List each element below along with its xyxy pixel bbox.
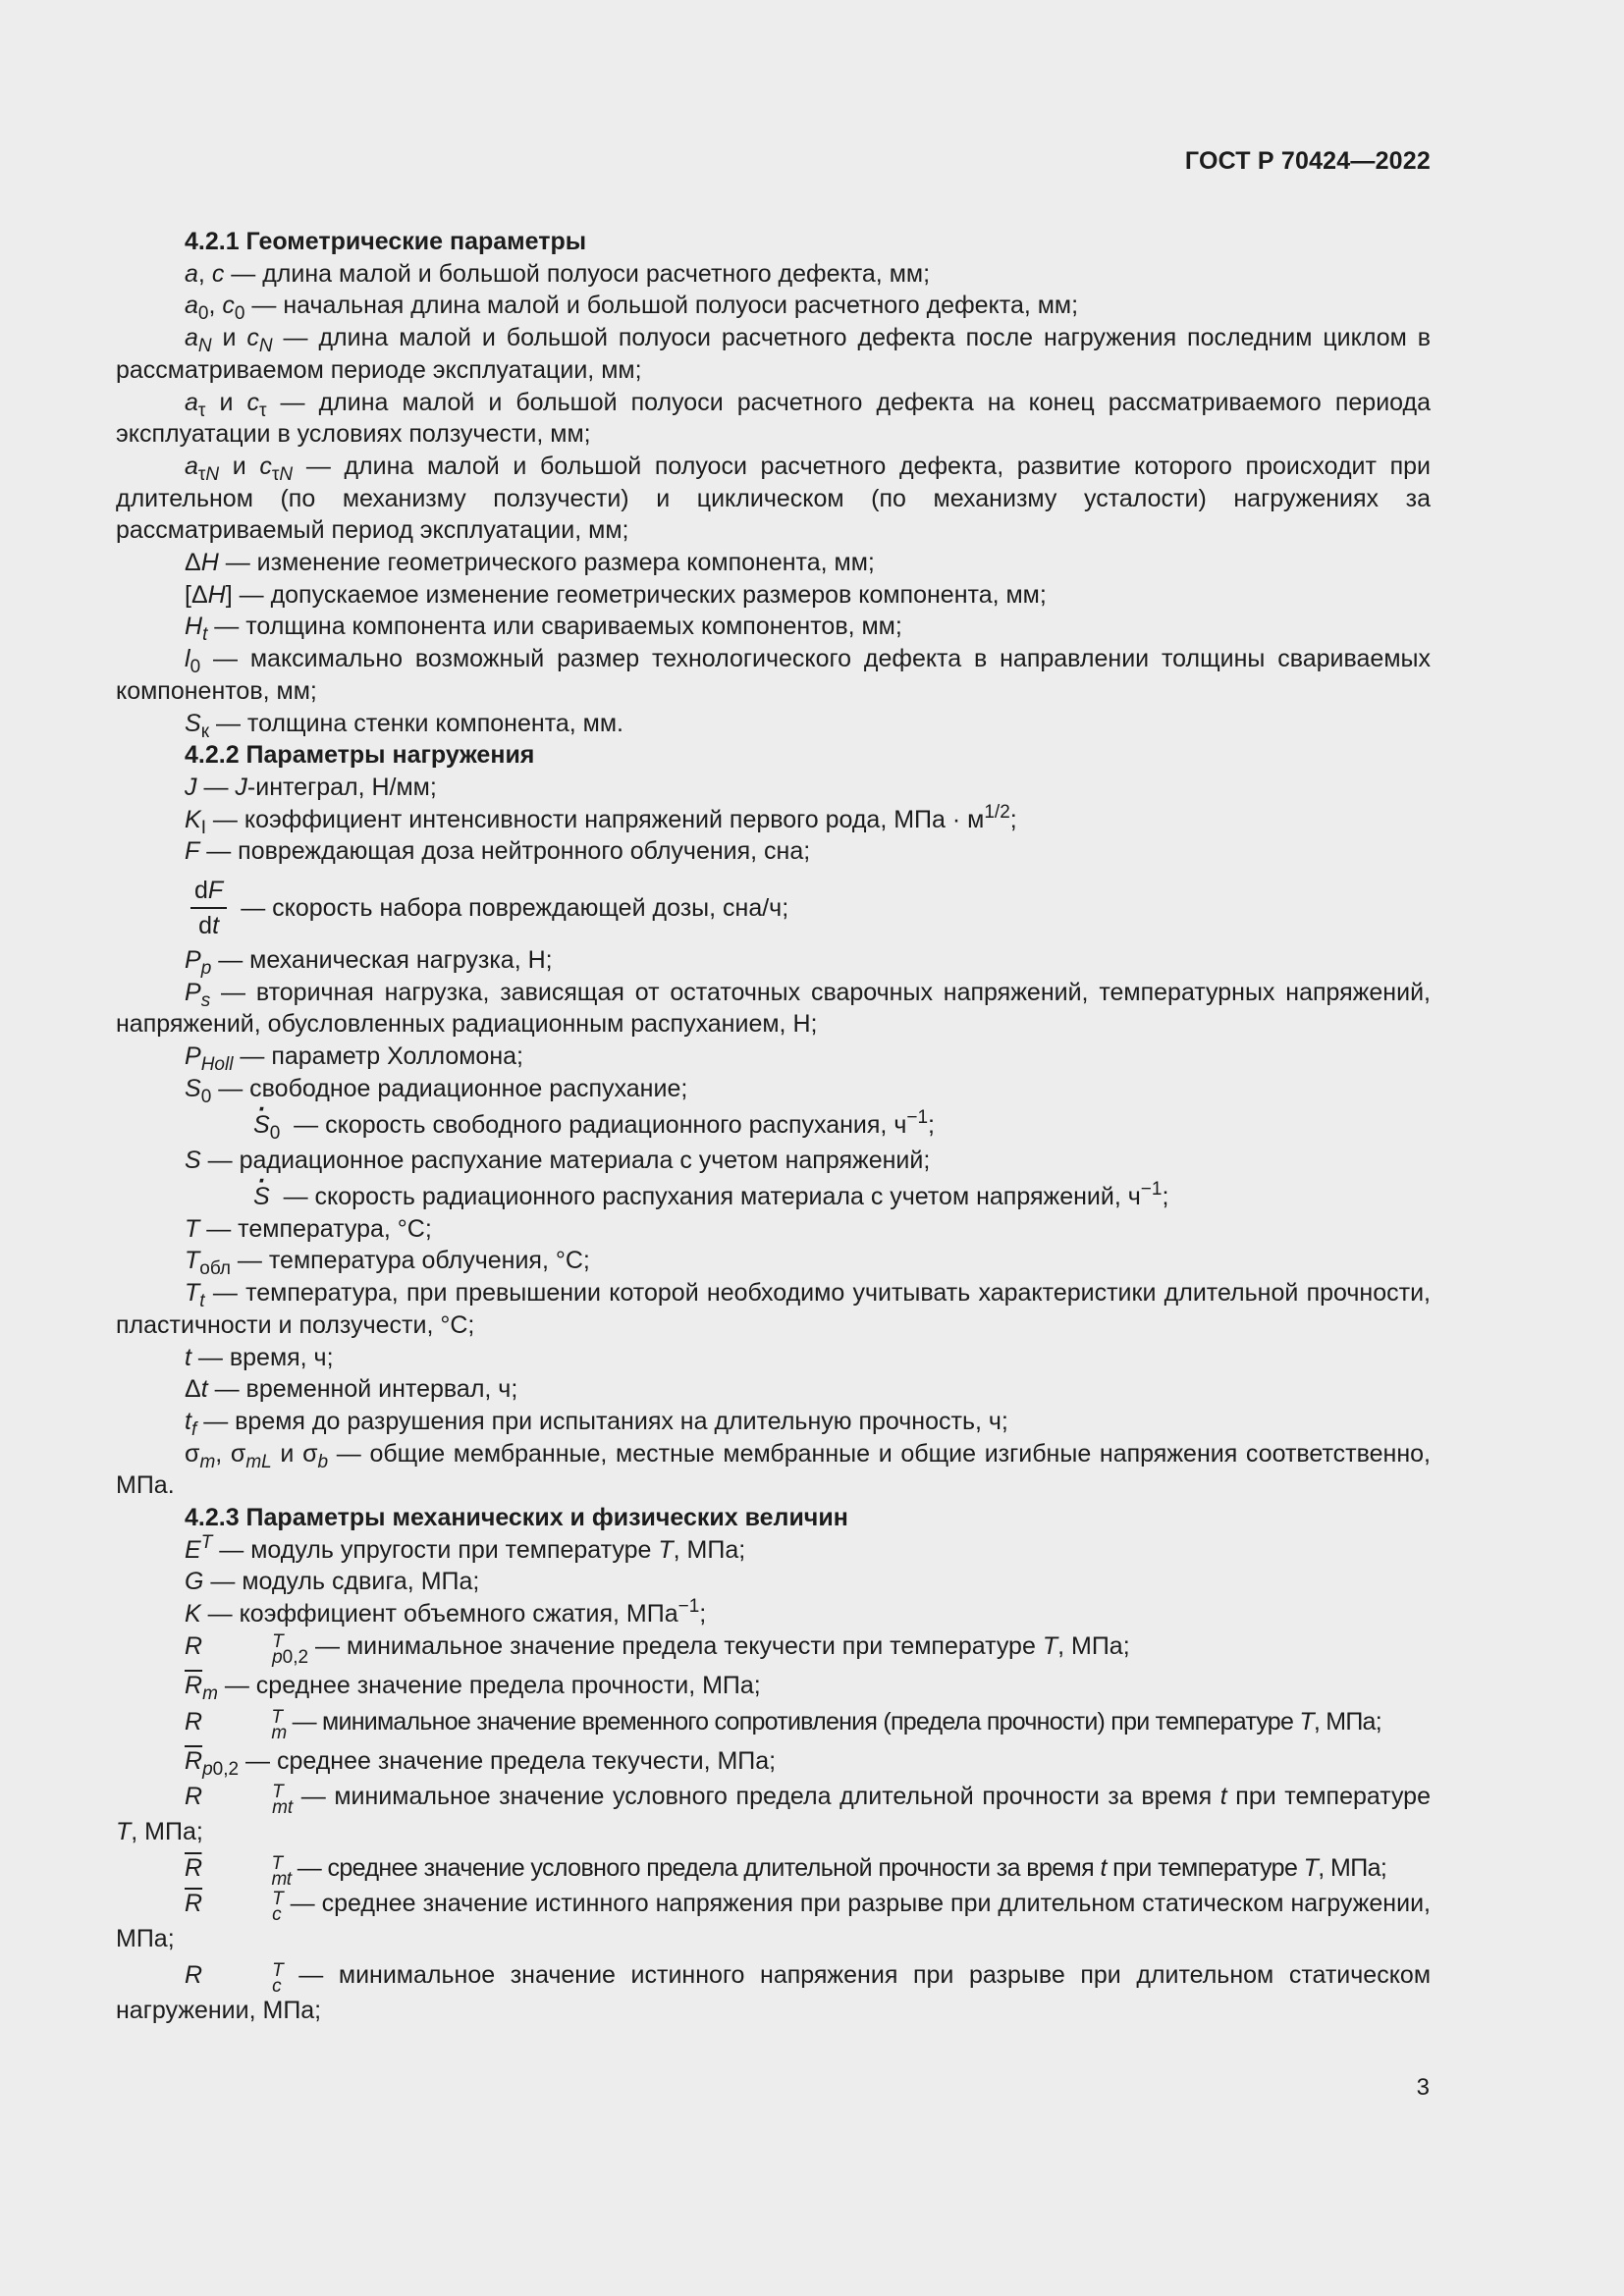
term-G: G — модуль сдвига, МПа;	[185, 1568, 480, 1596]
term-dF-dt: $\frac{dF}{dt}$ — скорость набора повреждающей дозы, сна/ч;	[116, 876, 1431, 940]
term-tf: $t_f$ — время до разрушения при испытаниях на длительную прочность, ч;	[185, 1407, 1008, 1440]
term-delta-H-allowed: [ΔH] — допускаемое изменение геометрических размеров компонента, мм;	[185, 580, 1047, 609]
term-F: F — повреждающая доза нейтронного облучения, сна;	[185, 837, 811, 866]
term-RmT: R T m — минимальное значение временного сопротивления (предела прочности) при температуре T, МПа;	[185, 1706, 1381, 1743]
fraction: $\frac{dF}{dt}$	[190, 876, 227, 940]
term-RmtT: R T mt — минимальное значение условного предела длительной прочности за время t при температуре T, МПа;	[116, 1782, 1431, 1846]
term-Tt: $T_t$ — температура, при превышении которой необходимо учитывать характеристики длительной прочности, пластичности и ползучести, °С;	[116, 1279, 1431, 1339]
term-atau-ctau: $a_\tau$ и $c_\tau$ — длина малой и большой полуоси расчетного дефекта на конец рассматриваемого периода эксплуатации в условиях ползучести, мм;	[116, 388, 1431, 449]
page-number: 3	[1416, 2074, 1430, 2101]
document-code: ГОСТ Р 70424—2022	[1184, 147, 1431, 175]
term-S0: $S_0$ — свободное радиационное распухание;	[185, 1074, 688, 1107]
term-l0: $l_0$ — максимально возможный размер технологического дефекта в направлении толщины свариваемых компонентов, мм;	[116, 645, 1431, 705]
term-a-c: a, c — длина малой и большой полуоси расчетного дефекта, мм;	[185, 259, 931, 288]
term-S: S — радиационное распухание материала с учетом напряжений;	[185, 1147, 931, 1175]
term-delta-H: ΔH — изменение геометрического размера компонента, мм;	[185, 549, 875, 577]
term-RcT-avg: $\overline{R}$ T c — среднее значение истинного напряжения при разрыве при длительном статическом нагружении, МПа;	[116, 1888, 1431, 1952]
term-delta-t: Δt — временной интервал, ч;	[185, 1375, 518, 1404]
term-Tobl: $T_{обл}$ — температура облучения, °С;	[185, 1247, 590, 1280]
term-a0-c0: $a_0$, $c_0$ — начальная длина малой и большой полуоси расчетного дефекта, мм;	[185, 292, 1079, 325]
term-PHoll: $P_{Holl}$ — параметр Холломона;	[185, 1042, 523, 1076]
document-body	[116, 226, 1431, 2026]
term-J: J — J-интеграл, Н/мм;	[185, 773, 437, 801]
term-RmtT-avg: $\overline{R}$ T mt — среднее значение условного предела длительной прочности за время t при температуре T, МПа;	[185, 1852, 1387, 1890]
term-Sk: $S_к$ — толщина стенки компонента, мм.	[185, 709, 623, 742]
term-Ht: $H_t$ — толщина компонента или свариваемых компонентов, мм;	[185, 613, 902, 646]
term-sigma: $\sigma_m$, $\sigma_{mL}$ и $\sigma_b$ — общие мембранные, местные мембранные и общие изгибные напряжения соответственно, МПа.	[116, 1439, 1431, 1500]
term-S0-dot: $S \cdot_0$ — скорость свободного радиационного распухания, $ч^{-1}$;	[116, 1109, 1431, 1142]
term-aN-cN: $a_N$ и $c_N$ — длина малой и большой полуоси расчетного дефекта после нагружения последним циклом в рассматриваемом периоде эксплуатации, мм;	[116, 324, 1431, 384]
term-Rp02T: R T p0,2 — минимальное значение предела текучести при температуре T, МПа;	[185, 1630, 1130, 1668]
term-atauN-ctauN: $a_{\tau N}$ и $c_{\tau N}$ — длина малой и большой полуоси расчетного дефекта, развитие которого происходит при длительном (по механизму ползучести) и циклическом (по механизму усталости) нагружениях за рассматриваемый период эксплуатации, мм;	[116, 452, 1431, 545]
term-t: t — время, ч;	[185, 1343, 334, 1371]
term-ET: $E^T$ — модуль упругости при температуре T, МПа;	[185, 1531, 746, 1564]
term-RcT: R T c — минимальное значение истинного напряжения при разрыве при длительном статическом нагружении, МПа;	[116, 1959, 1432, 2024]
term-Rp02-avg: $\overline{R}_{p0,2}$ — среднее значение предела текучести, МПа;	[185, 1746, 777, 1780]
term-Pp: $P_p$ — механическая нагрузка, Н;	[185, 946, 553, 980]
term-KI: $K_I$ — коэффициент интенсивности напряжений первого рода, МПа · $м^{1/2}$;	[185, 801, 1017, 838]
term-T: T — температура, °С;	[185, 1214, 432, 1243]
section-heading-4-2-1: 4.2.1 Геометрические параметры	[185, 228, 587, 255]
term-Rm-avg: $\overline{R}_m$ — среднее значение предела прочности, МПа;	[185, 1671, 761, 1704]
term-S-dot: S · — скорость радиационного распухания материала с учетом напряжений, $ч^{-1}$;	[116, 1181, 1431, 1213]
term-Ps: $P_s$ — вторичная нагрузка, зависящая от остаточных сварочных напряжений, температурных напряжений, напряжений, обусловленных радиационным распуханием, Н;	[116, 978, 1431, 1039]
section-heading-4-2-2: 4.2.2 Параметры нагружения	[185, 741, 535, 770]
term-K: K — коэффициент объемного сжатия, МПа$^{-1}$;	[185, 1596, 707, 1629]
section-heading-4-2-3: 4.2.3 Параметры механических и физических величин	[185, 1504, 848, 1532]
